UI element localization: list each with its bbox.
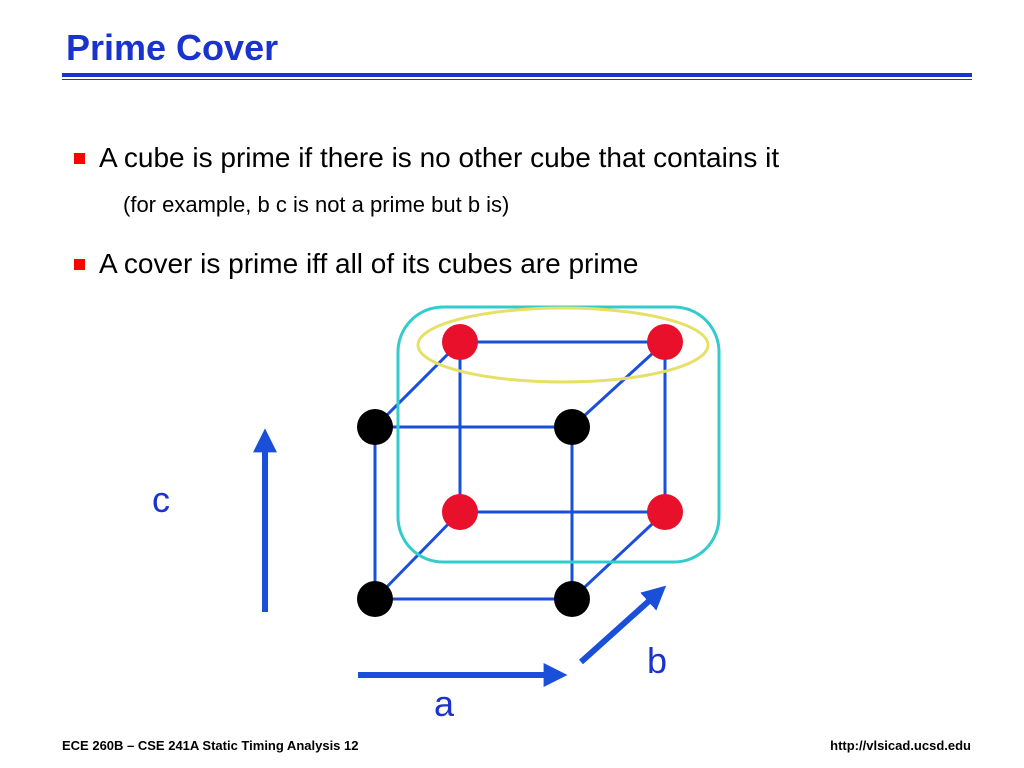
axis-label-b: b bbox=[646, 640, 668, 681]
vertex-red bbox=[647, 494, 683, 530]
footer-url: http://vlsicad.ucsd.edu bbox=[830, 738, 971, 753]
cube-edge bbox=[572, 342, 665, 427]
vertex-black bbox=[554, 581, 590, 617]
vertex-red bbox=[647, 324, 683, 360]
bullet-text: A cover is prime iff all of its cubes are prime bbox=[99, 248, 639, 279]
bullet-subtext: (for example, b c is not a prime but b is) bbox=[123, 192, 510, 217]
cube-edge bbox=[572, 512, 665, 599]
bullet-text: A cube is prime if there is no other cube that contains it bbox=[99, 142, 780, 173]
vertex-black bbox=[357, 409, 393, 445]
vertex-red bbox=[442, 494, 478, 530]
slide-title: Prime Cover bbox=[66, 27, 279, 68]
axis-label-a: a bbox=[433, 683, 455, 724]
cube-edge bbox=[375, 342, 460, 427]
vertex-black bbox=[357, 581, 393, 617]
axis-label-c: c bbox=[152, 479, 170, 520]
vertex-red bbox=[442, 324, 478, 360]
footer-course-label: ECE 260B – CSE 241A Static Timing Analysis 12 bbox=[62, 738, 359, 753]
cube-vertices bbox=[357, 324, 683, 617]
vertex-black bbox=[554, 409, 590, 445]
